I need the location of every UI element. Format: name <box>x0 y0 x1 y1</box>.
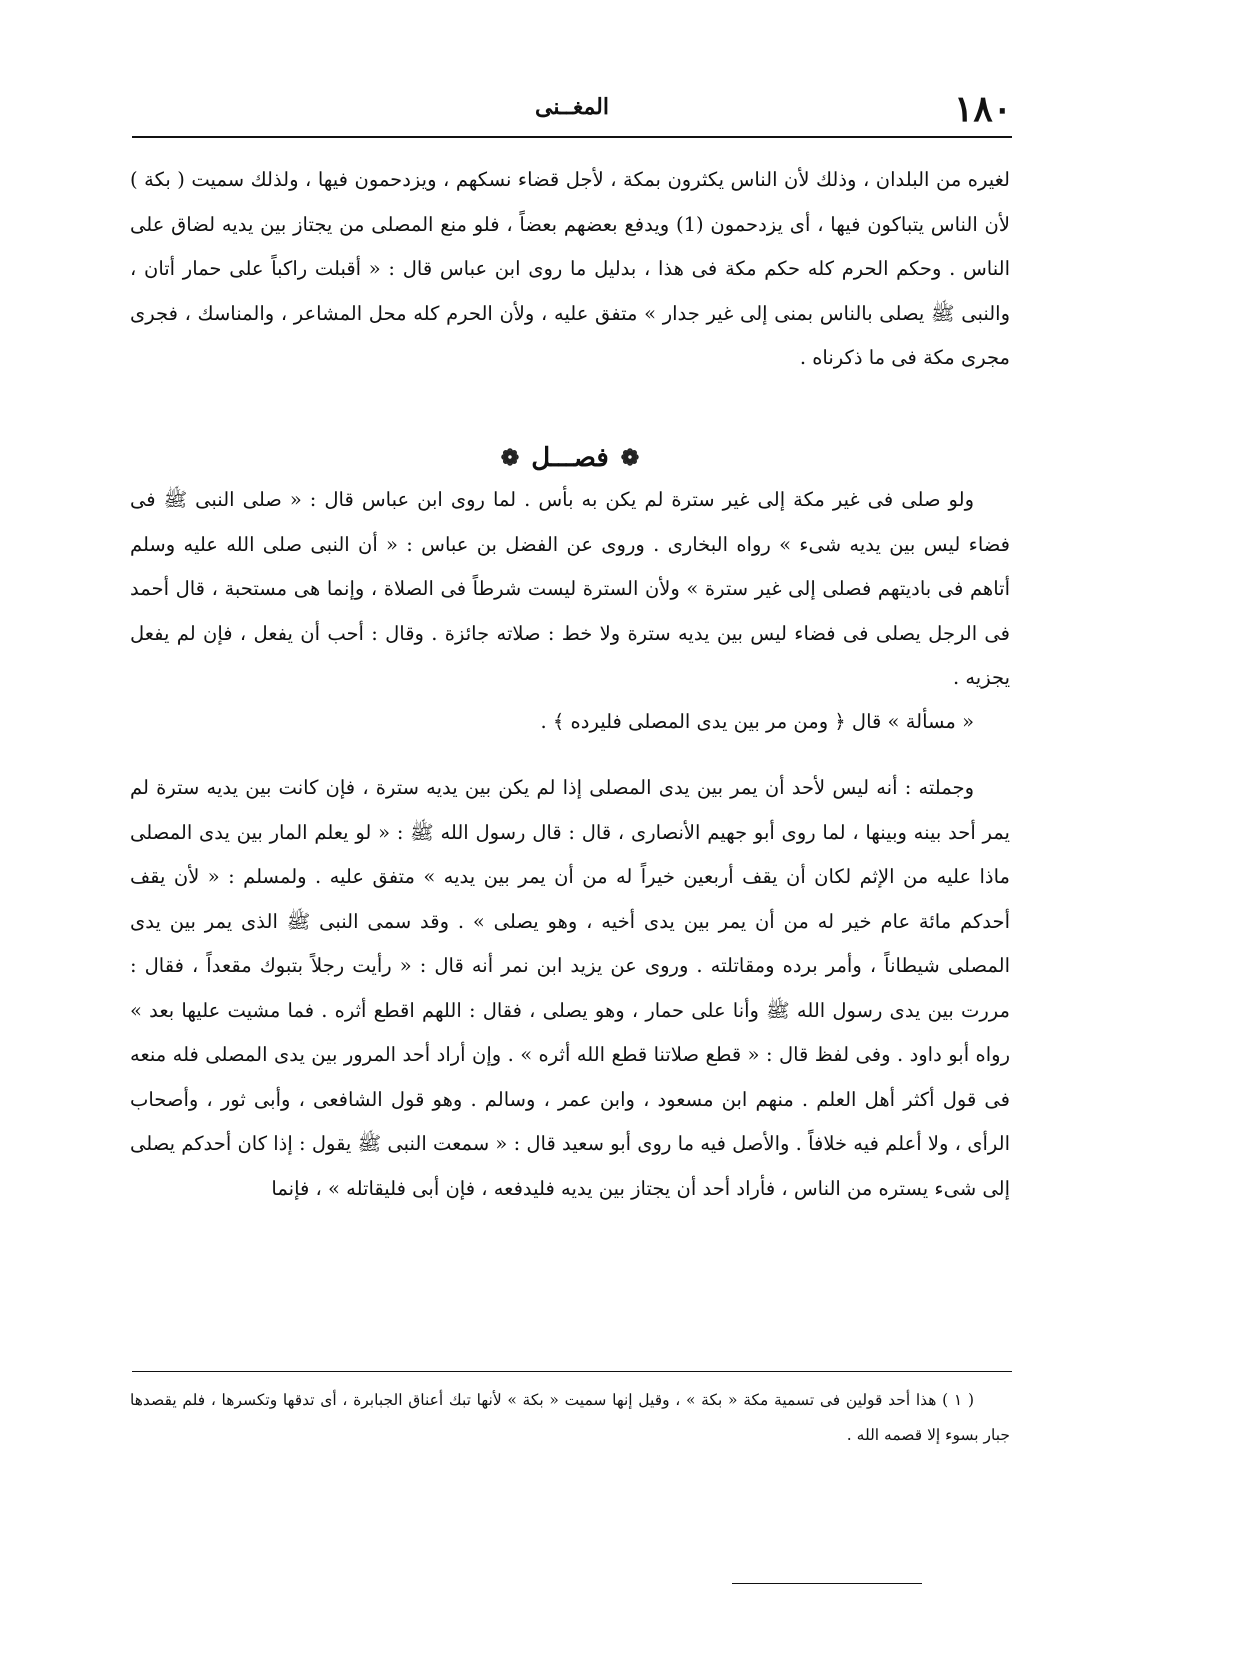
page-number: ١٨٠ <box>953 88 1012 130</box>
footnote-rule <box>132 1371 1012 1372</box>
paragraph-1 <box>130 158 1010 381</box>
paragraph-3 <box>130 766 1010 1211</box>
bottom-rule <box>732 1583 922 1584</box>
section-heading-text: فصـــل <box>531 443 609 473</box>
paragraph-text: وجملته : أنه ليس لأحد أن يمر بين يدى المصلى إذا لم يكن بين يديه سترة ، فإن كانت بين يديه سترة لم يمر أحد بينه وبينها ، لما روى أبو جهيم الأنصارى ، قال : قال رسول الله ﷺ : « لو يعلم المار بين يدى المصلى ماذا عليه من الإثم لكان أن يقف أربعين خيراً له من أن يمر بين يديه » متفق عليه . ولمسلم : « لأن يقف أحدكم مائة عام خير له من أن يمر بين يدى أخيه ، وهو يصلى » . وقد سمى النبى ﷺ الذى يمر بين يدى المصلى شيطاناً ، وأمر برده ومقاتلته . وروى عن يزيد ابن نمر أنه قال : « رأيت رجلاً بتبوك مقعداً ، فقال : مررت بين يدى رسول الله ﷺ وأنا على حمار ، وهو يصلى ، فقال : اللهم اقطع أثره . فما مشيت عليها بعد » رواه أبو داود . وفى لفظ قال : « قطع صلاتنا قطع الله أثره » . وإن أراد أحد المرور بين يدى المصلى فله منعه فى قول أكثر أهل العلم . منهم ابن مسعود ، وابن عمر ، وسالم . وهو قول الشافعى ، وأبى ثور ، وأصحاب الرأى ، ولا أعلم فيه خلافاً . والأصل فيه ما روى أبو سعيد قال : « سمعت النبى ﷺ يقول : إذا كان أحدكم يصلى إلى شىء يستره من الناس ، فأراد أحد أن يجتاز بين يديه فليدفعه ، فإن أبى فليقاتله » ، فإنما <box>130 776 1010 1200</box>
footnote-text: ( ١ ) هذا أحد قولين فى تسمية مكة « بكة » ، وقيل إنها سميت « بكة » لأنها تبك أعناق الجبابرة ، أى تدقها وتكسرها ، فلم يقصدها جبار بسوء إلا قصمه الله . <box>130 1391 1010 1444</box>
ornament-icon: ❁ <box>500 445 520 471</box>
masala-text: « مسألة » قال ﴿ ومن مر بين يدى المصلى فليرده ﴾ . <box>540 710 974 733</box>
section-heading <box>130 438 1010 478</box>
ornament-icon: ❁ <box>620 445 640 471</box>
masala-line <box>130 700 1010 745</box>
running-title: المغــنى <box>534 94 609 120</box>
header-rule <box>132 136 1012 138</box>
paragraph-2 <box>130 478 1010 701</box>
running-header <box>132 88 1012 134</box>
footnote <box>130 1383 1010 1453</box>
paragraph-text: ولو صلى فى غير مكة إلى غير سترة لم يكن به بأس . لما روى ابن عباس قال : « صلى النبى ﷺ فى فضاء ليس بين يديه شىء » رواه البخارى . وروى عن الفضل بن عباس : « أن النبى صلى الله عليه وسلم أتاهم فى باديتهم فصلى إلى غير سترة » ولأن السترة ليست شرطاً فى الصلاة ، وإنما هى مستحبة ، قال أحمد فى الرجل يصلى فى فضاء ليس بين يديه سترة ولا خط : صلاته جائزة . وقال : أحب أن يفعل ، فإن لم يفعل يجزيه . <box>130 488 1010 689</box>
paragraph-text: لغيره من البلدان ، وذلك لأن الناس يكثرون بمكة ، لأجل قضاء نسكهم ، ويزدحمون فيها ، ولذلك سميت ( بكة ) لأن الناس يتباكون فيها ، أى يزدحمون (1) ويدفع بعضهم بعضاً ، فلو منع المصلى من يجتاز بين يديه لضاق على الناس . وحكم الحرم كله حكم مكة فى هذا ، بدليل ما روى ابن عباس قال : « أقبلت راكباً على حمار أتان ، والنبى ﷺ يصلى بالناس بمنى إلى غير جدار » متفق عليه ، ولأن الحرم كله محل المشاعر ، والمناسك ، فجرى مجرى مكة فى ما ذكرناه . <box>130 168 1011 369</box>
